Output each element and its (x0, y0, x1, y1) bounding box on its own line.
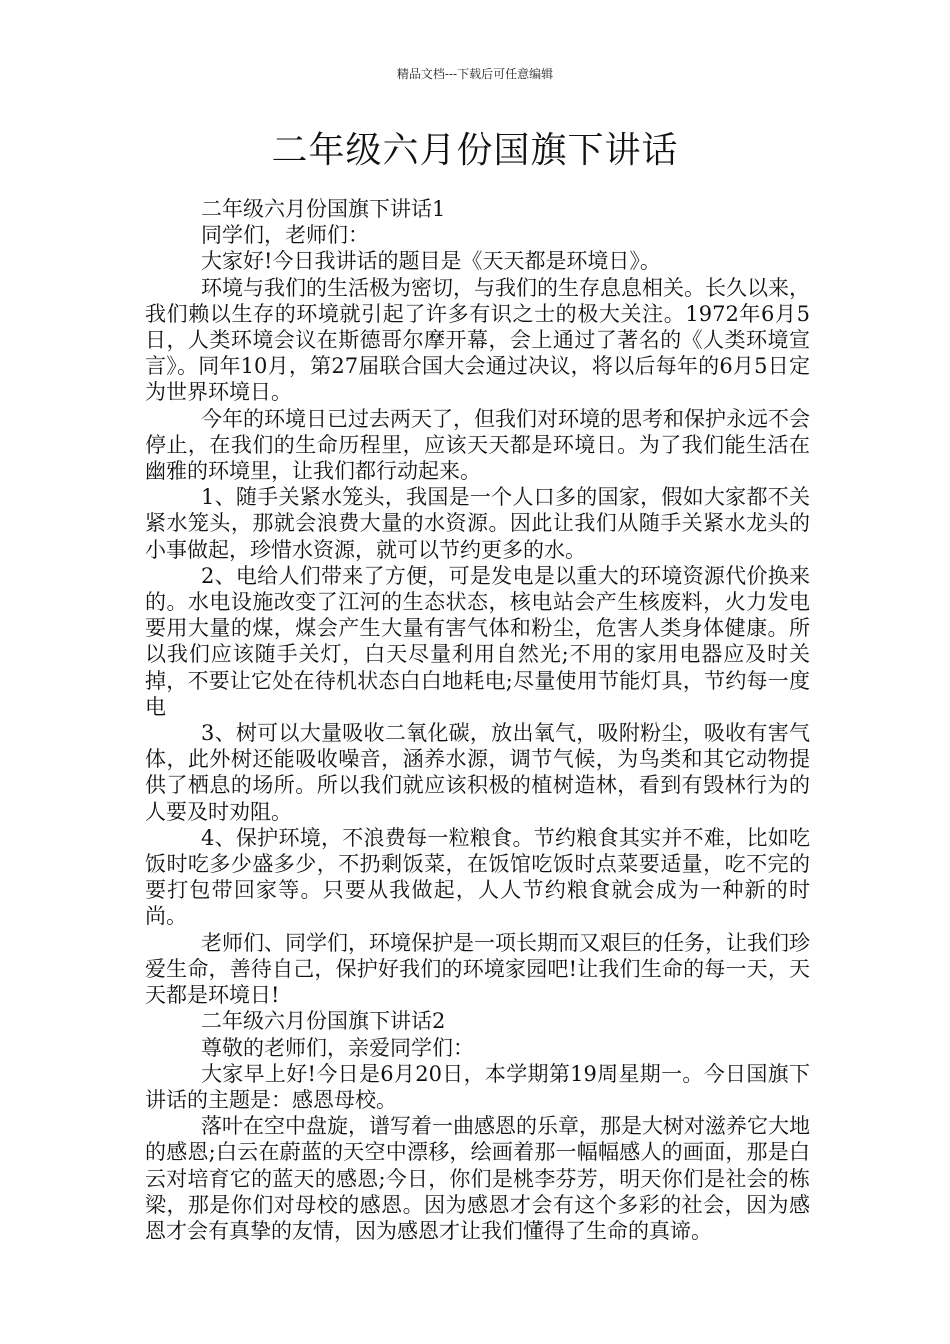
salutation-2: 尊敬的老师们，亲爱同学们： (201, 1035, 474, 1060)
paragraph: 4、保护环境，不浪费每一粒粮食。节约粮食其实并不难，比如吃饭时吃多少盛多少，不扔剩饭菜，在饭馆吃饭时点菜要适量，吃不完的要打包带回家等。只要从我做起，人人节约粮食就会成为一种新的时尚。 (145, 825, 810, 929)
document-title: 二年级六月份国旗下讲话 (271, 130, 679, 171)
paragraph: 老师们、同学们，环境保护是一项长期而又艰巨的任务，让我们珍爱生命，善待自己，保护好我们的环境家园吧!让我们生命的每一天，天天都是环境日! (145, 930, 810, 1008)
paragraph: 大家好!今日我讲话的题目是《天天都是环境日》。 (201, 249, 661, 274)
salutation-1: 同学们，老师们： (201, 223, 369, 248)
paragraph: 2、电给人们带来了方便，可是发电是以重大的环境资源代价换来的。水电设施改变了江河的生态状态，核电站会产生核废料，火力发电要用大量的煤，煤会产生大量有害气体和粉尘，危害人类身体健康。所以我们应该随手关灯，白天尽量利用自然光;不用的家用电器应及时关掉，不要让它处在待机状态白白地耗电;尽量使用节能灯具，节约每一度电 (145, 563, 810, 719)
paragraph: 今年的环境日已过去两天了，但我们对环境的思考和保护永远不会停止，在我们的生命历程里，应该天天都是环境日。为了我们能生活在幽雅的环境里，让我们都行动起来。 (145, 406, 810, 484)
paragraph: 1、随手关紧水笼头，我国是一个人口多的国家，假如大家都不关紧水笼头，那就会浪费大量的水资源。因此让我们从随手关紧水龙头的小事做起，珍惜水资源，就可以节约更多的水。 (145, 485, 810, 562)
document-body (145, 196, 810, 1244)
page-header: 精品文档---下载后可任意编辑 (396, 67, 554, 81)
paragraph: 落叶在空中盘旋，谱写着一曲感恩的乐章，那是大树对滋养它大地的感恩;白云在蔚蓝的天空中漂移，绘画着那一幅幅感人的画面，那是白云对培育它的蓝天的感恩;今日，你们是桃李芬芳，明天你们是社会的栋梁，那是你们对母校的感恩。因为感恩才会有这个多彩的社会，因为感恩才会有真挚的友情，因为感恩才让我们懂得了生命的真谛。 (145, 1114, 810, 1243)
section-heading-2: 二年级六月份国旗下讲话2 (201, 1009, 446, 1034)
paragraph: 3、树可以大量吸收二氧化碳，放出氧气，吸附粉尘，吸收有害气体，此外树还能吸收噪音，涵养水源，调节气候，为鸟类和其它动物提供了栖息的场所。所以我们就应该积极的植树造林，看到有毁林行为的人要及时劝阻。 (145, 721, 810, 824)
section-heading-1: 二年级六月份国旗下讲话1 (201, 197, 446, 221)
paragraph: 环境与我们的生活极为密切，与我们的生存息息相关。长久以来，我们赖以生存的环境就引起了许多有识之士的极大关注。1972年6月5日，人类环境会议在斯德哥尔摩开幕，会上通过了著名的《人类环境宣言》。同年10月，第27届联合国大会通过决议，将以后每年的6月5日定为世界环境日。 (145, 275, 810, 405)
paragraph: 大家早上好!今日是6月20日，本学期第19周星期一。今日国旗下讲话的主题是：感恩母校。 (145, 1061, 810, 1112)
